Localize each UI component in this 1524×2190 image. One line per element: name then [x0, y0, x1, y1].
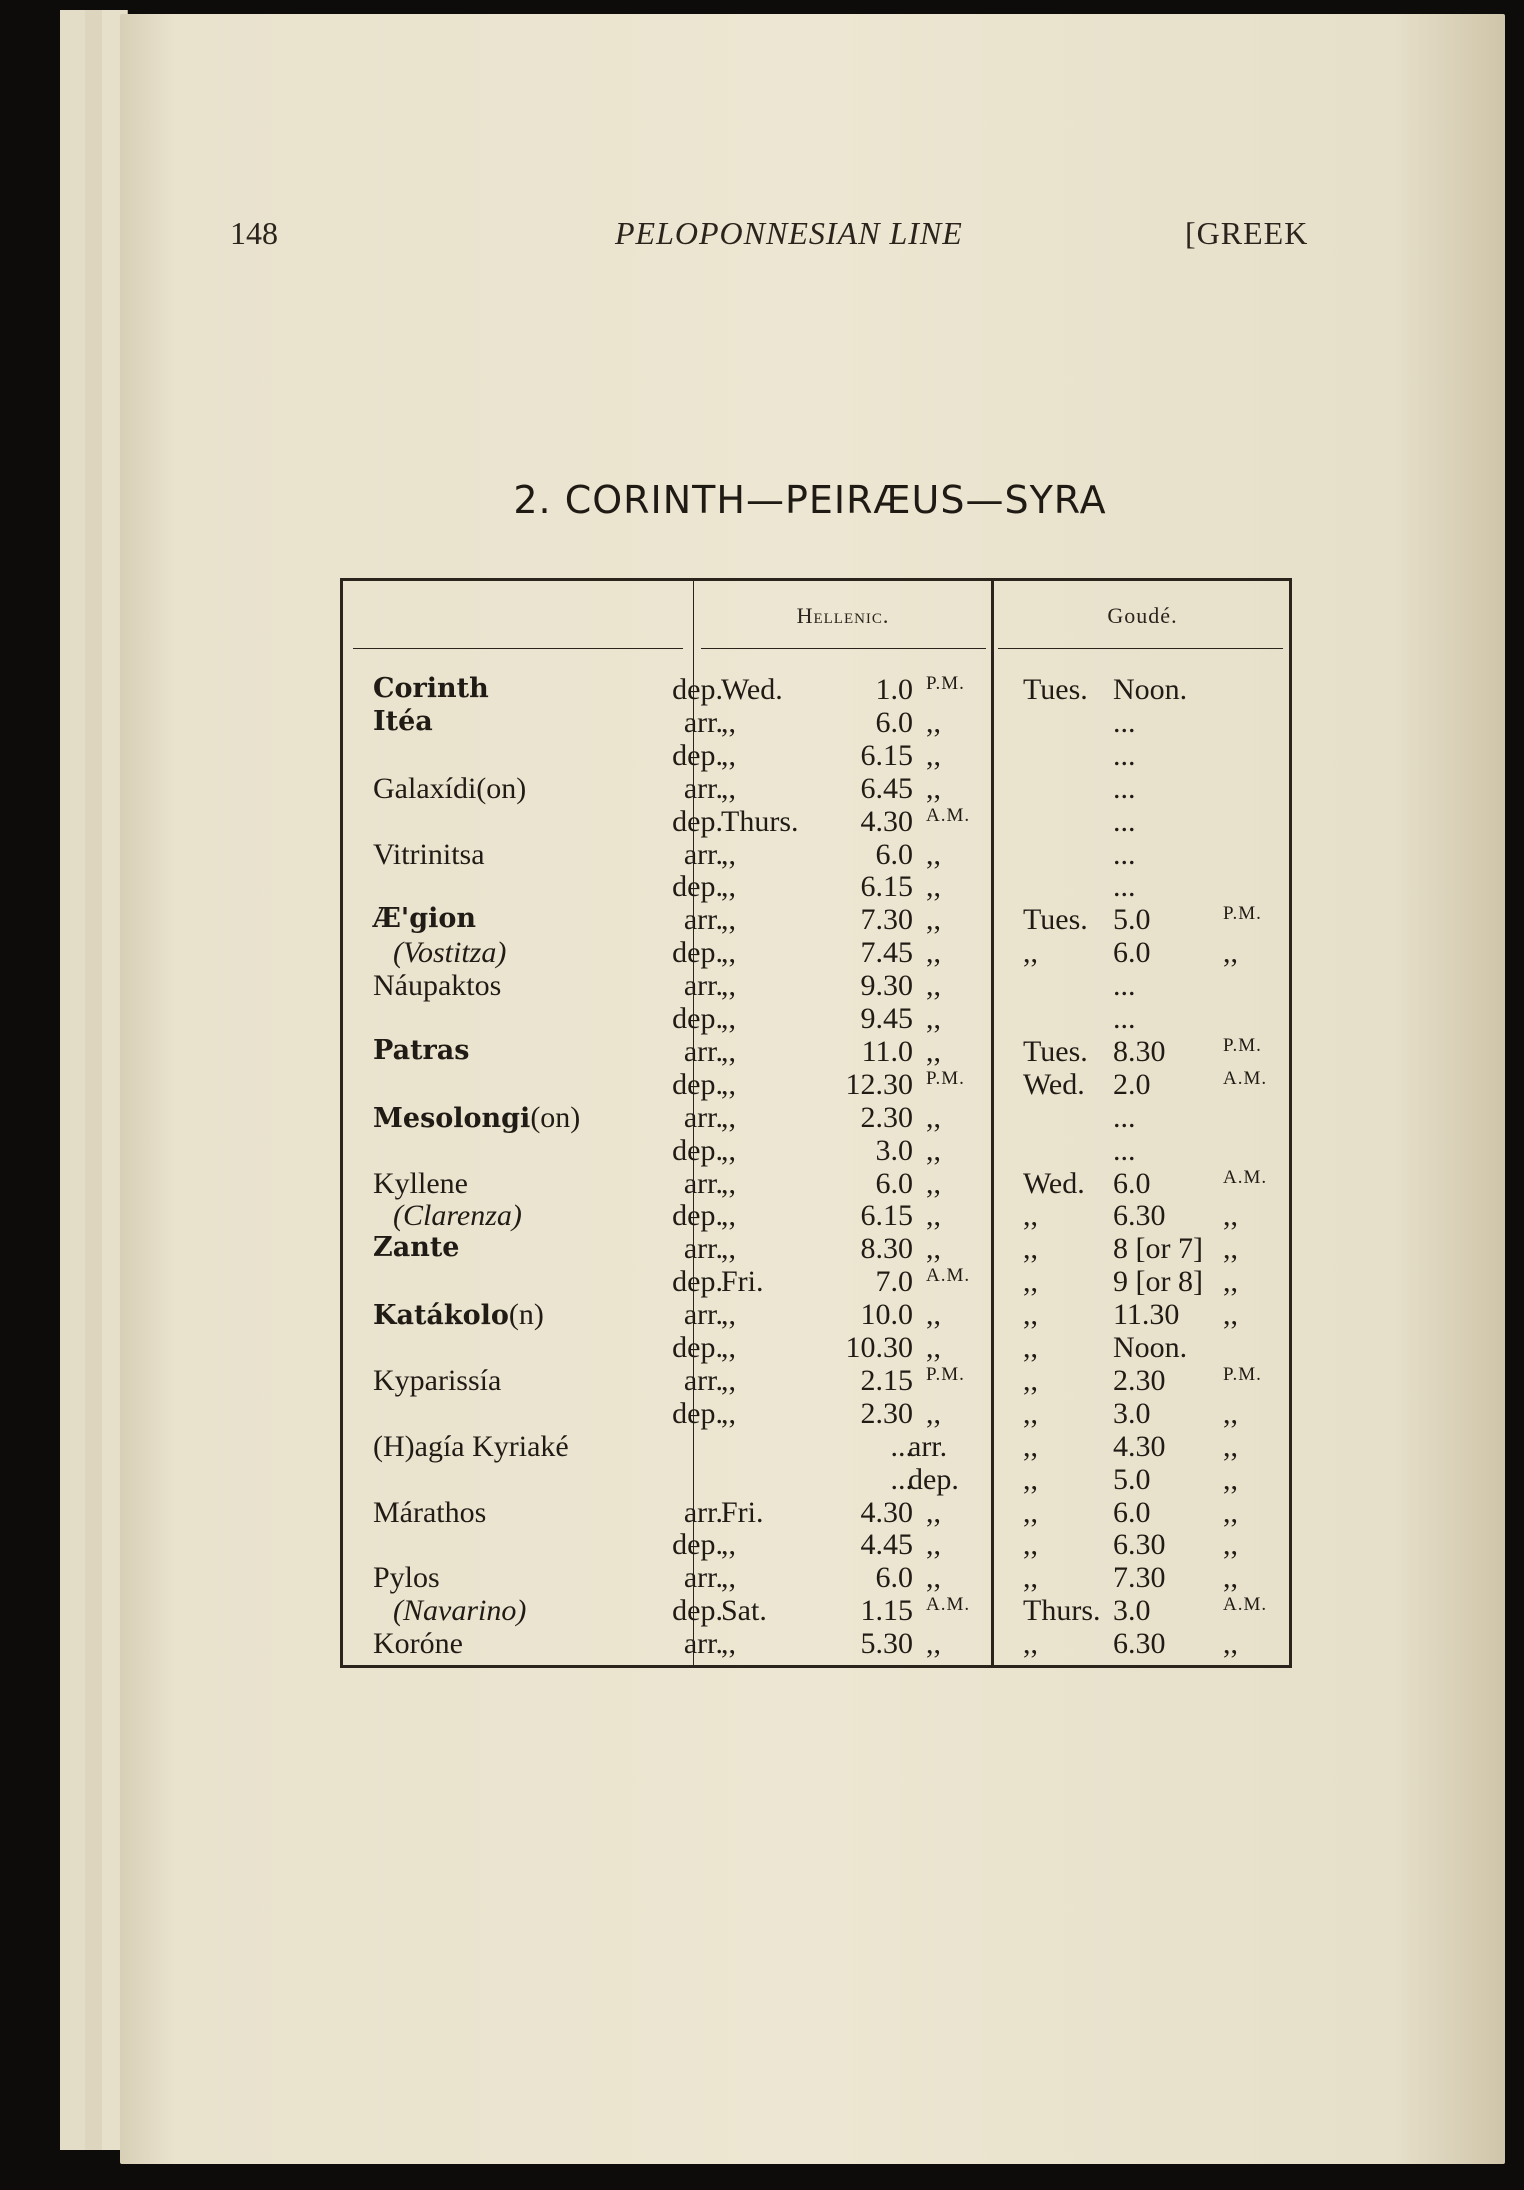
- header-rule: [701, 648, 986, 649]
- running-category: [GREEK: [1185, 215, 1309, 251]
- goude-time: ...: [1113, 1100, 1136, 1134]
- hellenic-time: 3.0: [875, 1133, 913, 1167]
- hellenic-meridian: ,,: [926, 771, 941, 805]
- arr-dep: dep.: [672, 804, 723, 838]
- hellenic-day: ,,: [721, 1331, 736, 1364]
- hellenic-day: ,,: [721, 1002, 736, 1035]
- hellenic-time: 2.15: [860, 1363, 913, 1397]
- station-name: Katákolo(n): [373, 1298, 544, 1332]
- station-name: Corinth: [373, 673, 489, 704]
- goude-time: ...: [1113, 738, 1136, 772]
- table-row: [343, 1232, 1295, 1265]
- hellenic-time: 6.0: [875, 1561, 913, 1595]
- goude-time: ...: [1113, 771, 1136, 805]
- hellenic-time: 5.30: [860, 1627, 913, 1661]
- header-rule: [353, 648, 683, 649]
- goude-meridian: ,,: [1223, 1495, 1238, 1529]
- arr-dep: dep.: [672, 673, 723, 706]
- arr-dep: arr.: [683, 705, 723, 739]
- goude-meridian: ,,: [1223, 1462, 1238, 1496]
- goude-day: Thurs.: [1023, 1594, 1101, 1628]
- goude-time: 4.30: [1113, 1429, 1166, 1463]
- goude-meridian: ,,: [1223, 1528, 1238, 1562]
- goude-time: ...: [1113, 804, 1136, 838]
- table-row: [343, 838, 1295, 871]
- table-row: [343, 1002, 1295, 1035]
- hellenic-meridian: ,,: [926, 1298, 941, 1332]
- arr-dep: dep.: [672, 1594, 723, 1628]
- table-row: [343, 1528, 1295, 1561]
- hellenic-meridian: ,,: [926, 1627, 941, 1661]
- hellenic-day: ,,: [721, 1363, 736, 1397]
- arr-dep: dep.: [672, 936, 723, 970]
- goude-time: 6.30: [1113, 1199, 1166, 1233]
- hellenic-meridian: ,,: [926, 1002, 941, 1035]
- arr-dep: dep.: [672, 1199, 723, 1233]
- goude-meridian: ,,: [1223, 1199, 1238, 1233]
- hellenic-meridian: ,,: [926, 1166, 941, 1200]
- arr-dep: arr.: [683, 1298, 723, 1332]
- table-row: [343, 1199, 1295, 1232]
- hellenic-meridian: dep.: [908, 1462, 959, 1496]
- goude-meridian: ,,: [1223, 1561, 1238, 1595]
- hellenic-time: 7.0: [875, 1265, 913, 1299]
- hellenic-day: Wed.: [721, 673, 783, 706]
- hellenic-time: 6.15: [860, 870, 913, 904]
- table-row: [343, 772, 1295, 805]
- hellenic-day: ,,: [721, 1166, 736, 1200]
- goude-meridian: ,,: [1223, 1265, 1238, 1299]
- arr-dep: dep.: [672, 1133, 723, 1167]
- arr-dep: arr.: [683, 1232, 723, 1266]
- hellenic-day: ,,: [721, 1100, 736, 1134]
- hellenic-day: ,,: [721, 1232, 736, 1266]
- goude-time: 6.0: [1113, 936, 1151, 970]
- goude-time: 2.0: [1113, 1067, 1151, 1101]
- arr-dep: arr.: [683, 1034, 723, 1068]
- hellenic-meridian: ,,: [926, 1495, 941, 1529]
- arr-dep: dep.: [672, 1067, 723, 1101]
- timetable: [340, 578, 1292, 1668]
- hellenic-meridian: ,,: [926, 837, 941, 871]
- table-row: [343, 1331, 1295, 1364]
- goude-meridian: ,,: [1223, 1232, 1238, 1266]
- hellenic-time: 4.45: [860, 1528, 913, 1562]
- hellenic-meridian: P.M.: [926, 1363, 965, 1385]
- hellenic-time: 10.0: [860, 1298, 913, 1332]
- hellenic-day: ,,: [721, 1561, 736, 1595]
- station-name: Koróne: [373, 1627, 463, 1661]
- column-header-goude: Goudé.: [1107, 603, 1178, 628]
- hellenic-time: 6.0: [875, 837, 913, 871]
- hellenic-time: 11.0: [861, 1034, 913, 1068]
- hellenic-meridian: ,,: [926, 1133, 941, 1167]
- hellenic-time: 4.30: [860, 804, 913, 838]
- hellenic-meridian: ,,: [926, 870, 941, 904]
- hellenic-meridian: A.M.: [926, 1265, 971, 1287]
- hellenic-time: 7.30: [860, 903, 913, 937]
- table-row: [343, 1627, 1295, 1660]
- goude-time: ...: [1113, 969, 1136, 1003]
- goude-day: ,,: [1023, 1396, 1038, 1430]
- table-row: [343, 1364, 1295, 1397]
- hellenic-time: 6.0: [875, 1166, 913, 1200]
- station-name: Márathos: [373, 1495, 487, 1529]
- goude-day: ,,: [1023, 1429, 1038, 1463]
- arr-dep: arr.: [683, 1166, 723, 1200]
- arr-dep: arr.: [683, 771, 723, 805]
- hellenic-meridian: ,,: [926, 903, 941, 937]
- goude-day: Tues.: [1023, 903, 1088, 937]
- goude-day: Tues.: [1023, 1034, 1088, 1068]
- hellenic-day: ,,: [721, 1627, 736, 1661]
- arr-dep: dep.: [672, 738, 723, 772]
- station-name: Galaxídi(on): [373, 771, 527, 805]
- hellenic-time: 12.30: [845, 1067, 913, 1101]
- arr-dep: arr.: [683, 1100, 723, 1134]
- hellenic-day: ,,: [721, 870, 736, 904]
- hellenic-day: ,,: [721, 1528, 736, 1562]
- arr-dep: arr.: [683, 969, 723, 1003]
- hellenic-day: Fri.: [721, 1265, 764, 1299]
- station-note: (Clarenza): [393, 1199, 522, 1233]
- hellenic-time: ...: [890, 1429, 913, 1463]
- table-row: [343, 1167, 1295, 1200]
- table-row: [343, 870, 1295, 903]
- goude-meridian: ,,: [1223, 1627, 1238, 1661]
- hellenic-meridian: ,,: [926, 1034, 941, 1068]
- goude-time: 5.0: [1113, 903, 1151, 937]
- station-name: Itéa: [373, 705, 433, 737]
- hellenic-day: Fri.: [721, 1495, 764, 1529]
- goude-meridian: P.M.: [1223, 1363, 1262, 1385]
- table-row: [343, 1463, 1295, 1496]
- hellenic-time: 10.30: [845, 1331, 913, 1364]
- hellenic-time: 6.45: [860, 771, 913, 805]
- hellenic-meridian: ,,: [926, 1331, 941, 1364]
- goude-time: ...: [1113, 705, 1136, 739]
- table-row: [343, 805, 1295, 838]
- hellenic-time: 6.0: [875, 705, 913, 739]
- hellenic-time: 1.15: [860, 1594, 913, 1628]
- hellenic-time: 7.45: [860, 936, 913, 970]
- hellenic-day: ,,: [721, 738, 736, 772]
- hellenic-day: ,,: [721, 705, 736, 739]
- hellenic-meridian: ,,: [926, 1561, 941, 1595]
- goude-meridian: A.M.: [1223, 1594, 1268, 1616]
- hellenic-meridian: P.M.: [926, 673, 965, 694]
- table-row: [343, 936, 1295, 969]
- table-row: [343, 1594, 1295, 1627]
- station-name: Patras: [373, 1034, 470, 1066]
- hellenic-time: 2.30: [860, 1396, 913, 1430]
- goude-meridian: ,,: [1223, 936, 1238, 970]
- goude-time: ...: [1113, 1133, 1136, 1167]
- goude-time: 6.30: [1113, 1528, 1166, 1562]
- goude-time: 2.30: [1113, 1363, 1166, 1397]
- hellenic-meridian: ,,: [926, 1528, 941, 1562]
- hellenic-meridian: ,,: [926, 1232, 941, 1266]
- arr-dep: dep.: [672, 1265, 723, 1299]
- hellenic-day: ,,: [721, 1396, 736, 1430]
- hellenic-time: 9.30: [860, 969, 913, 1003]
- hellenic-day: ,,: [721, 771, 736, 805]
- table-row: [343, 1101, 1295, 1134]
- goude-time: 6.0: [1113, 1166, 1151, 1200]
- goude-time: ...: [1113, 870, 1136, 904]
- goude-time: 7.30: [1113, 1561, 1166, 1595]
- goude-time: 5.0: [1113, 1462, 1151, 1496]
- arr-dep: dep.: [672, 870, 723, 904]
- hellenic-day: ,,: [721, 1298, 736, 1332]
- goude-time: Noon.: [1113, 673, 1188, 706]
- station-note: (Navarino): [393, 1594, 527, 1628]
- goude-meridian: A.M.: [1223, 1166, 1268, 1188]
- arr-dep: arr.: [683, 1363, 723, 1397]
- hellenic-meridian: ,,: [926, 1199, 941, 1233]
- goude-time: 6.0: [1113, 1495, 1151, 1529]
- hellenic-time: ...: [890, 1462, 913, 1496]
- goude-time: ...: [1113, 837, 1136, 871]
- table-row: [343, 673, 1295, 706]
- goude-day: ,,: [1023, 1199, 1038, 1233]
- hellenic-meridian: ,,: [926, 705, 941, 739]
- hellenic-time: 9.45: [860, 1002, 913, 1035]
- station-name: Æ'gion: [373, 903, 476, 935]
- station-name: Kyparissía: [373, 1363, 502, 1397]
- station-name: Zante: [373, 1232, 460, 1264]
- column-header-hellenic: Hellenic.: [796, 603, 890, 628]
- table-row: [343, 739, 1295, 772]
- goude-day: ,,: [1023, 1363, 1038, 1397]
- hellenic-meridian: arr.: [908, 1429, 948, 1463]
- goude-meridian: P.M.: [1223, 903, 1262, 925]
- goude-day: ,,: [1023, 1232, 1038, 1266]
- goude-day: ,,: [1023, 1462, 1038, 1496]
- hellenic-day: ,,: [721, 837, 736, 871]
- goude-time: 9 [or 8]: [1113, 1265, 1203, 1299]
- goude-time: 3.0: [1113, 1396, 1151, 1430]
- goude-time: 11.30: [1113, 1298, 1180, 1332]
- goude-day: ,,: [1023, 1627, 1038, 1661]
- station-name: Pylos: [373, 1561, 440, 1595]
- hellenic-day: ,,: [721, 903, 736, 937]
- goude-day: ,,: [1023, 1298, 1038, 1332]
- hellenic-meridian: ,,: [926, 1100, 941, 1134]
- hellenic-day: Sat.: [721, 1594, 767, 1628]
- goude-day: ,,: [1023, 1331, 1038, 1364]
- goude-time: Noon.: [1113, 1331, 1188, 1364]
- goude-day: ,,: [1023, 1528, 1038, 1562]
- station-name: Kyllene: [373, 1166, 468, 1200]
- hellenic-time: 1.0: [875, 673, 913, 706]
- goude-day: Wed.: [1023, 1166, 1085, 1200]
- table-row: [343, 1430, 1295, 1463]
- arr-dep: dep.: [672, 1528, 723, 1562]
- hellenic-time: 4.30: [860, 1495, 913, 1529]
- page-number: 148: [230, 215, 278, 251]
- table-row: [343, 706, 1295, 739]
- station-name: (H)agía Kyriaké: [373, 1429, 569, 1463]
- station-name: Vitrinitsa: [373, 837, 485, 871]
- section-title: 2. CORINTH—PEIRÆUS—SYRA: [513, 478, 1107, 522]
- station-name: Mesolongi(on): [373, 1100, 581, 1134]
- hellenic-time: 2.30: [860, 1100, 913, 1134]
- table-row: [343, 1397, 1295, 1430]
- goude-time: 6.30: [1113, 1627, 1166, 1661]
- goude-time: ...: [1113, 1002, 1136, 1035]
- goude-time: 8 [or 7]: [1113, 1232, 1203, 1266]
- arr-dep: arr.: [683, 903, 723, 937]
- hellenic-day: ,,: [721, 936, 736, 970]
- goude-day: ,,: [1023, 936, 1038, 970]
- arr-dep: arr.: [683, 837, 723, 871]
- hellenic-meridian: ,,: [926, 1396, 941, 1430]
- hellenic-meridian: P.M.: [926, 1067, 965, 1089]
- arr-dep: dep.: [672, 1002, 723, 1035]
- goude-day: Wed.: [1023, 1067, 1085, 1101]
- table-row: [343, 1035, 1295, 1068]
- hellenic-day: ,,: [721, 1067, 736, 1101]
- hellenic-meridian: A.M.: [926, 1594, 971, 1616]
- hellenic-time: 6.15: [860, 738, 913, 772]
- goude-time: 8.30: [1113, 1034, 1166, 1068]
- arr-dep: dep.: [672, 1331, 723, 1364]
- arr-dep: dep.: [672, 1396, 723, 1430]
- station-note: (Vostitza): [393, 936, 507, 970]
- table-row: [343, 1561, 1295, 1594]
- table-row: [343, 903, 1295, 936]
- station-name: Náupaktos: [373, 969, 502, 1003]
- hellenic-time: 6.15: [860, 1199, 913, 1233]
- goude-meridian: A.M.: [1223, 1067, 1268, 1089]
- header-rule: [998, 648, 1283, 649]
- goude-meridian: ,,: [1223, 1298, 1238, 1332]
- goude-day: ,,: [1023, 1561, 1038, 1595]
- goude-meridian: P.M.: [1223, 1034, 1262, 1056]
- table-row: [343, 1265, 1295, 1298]
- arr-dep: arr.: [683, 1495, 723, 1529]
- running-title: PELOPONNESIAN LINE: [615, 215, 963, 251]
- hellenic-day: ,,: [721, 1133, 736, 1167]
- goude-day: ,,: [1023, 1265, 1038, 1299]
- table-row: [343, 1496, 1295, 1529]
- table-row: [343, 1134, 1295, 1167]
- hellenic-meridian: ,,: [926, 738, 941, 772]
- hellenic-meridian: A.M.: [926, 804, 971, 826]
- hellenic-meridian: ,,: [926, 969, 941, 1003]
- table-row: [343, 969, 1295, 1002]
- hellenic-time: 8.30: [860, 1232, 913, 1266]
- goude-day: ,,: [1023, 1495, 1038, 1529]
- goude-time: 3.0: [1113, 1594, 1151, 1628]
- goude-day: Tues.: [1023, 673, 1088, 706]
- arr-dep: arr.: [683, 1561, 723, 1595]
- hellenic-day: ,,: [721, 969, 736, 1003]
- goude-meridian: ,,: [1223, 1396, 1238, 1430]
- arr-dep: arr.: [683, 1627, 723, 1661]
- hellenic-day: ,,: [721, 1034, 736, 1068]
- hellenic-day: ,,: [721, 1199, 736, 1233]
- goude-meridian: ,,: [1223, 1429, 1238, 1463]
- table-row: [343, 1298, 1295, 1331]
- hellenic-day: Thurs.: [721, 804, 799, 838]
- hellenic-meridian: ,,: [926, 936, 941, 970]
- table-row: [343, 1068, 1295, 1101]
